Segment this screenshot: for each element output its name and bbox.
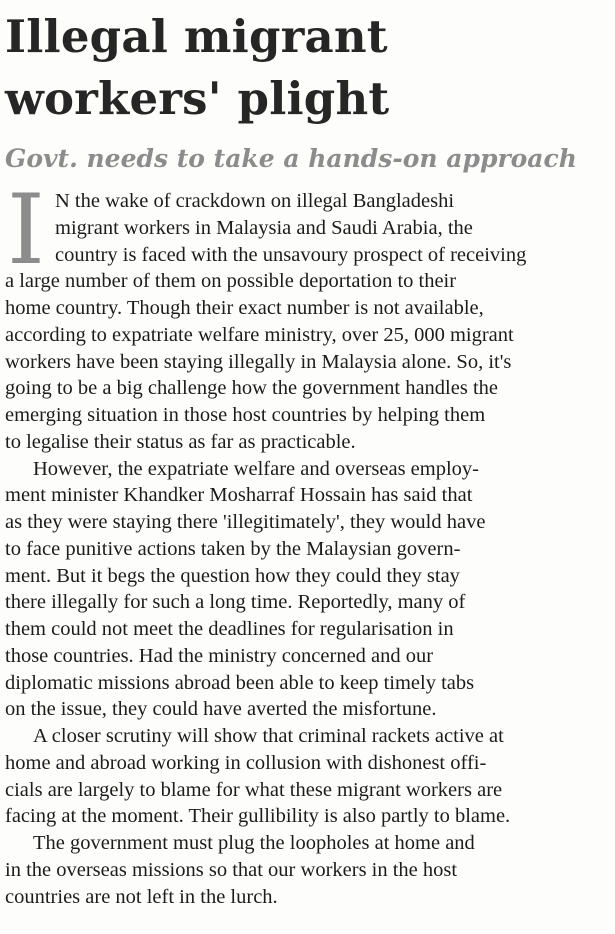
body-line: to face punitive actions taken by the Malaysian govern- [5, 537, 461, 560]
subheadline: Govt. needs to take a hands-on approach [5, 144, 577, 173]
body-line: The government must plug the loopholes at home and [33, 832, 475, 854]
body-line: migrant workers in Malaysia and Saudi Arabia, the [55, 216, 473, 239]
body-line: as they were staying there 'illegitimately', they would have [5, 511, 486, 533]
headline [5, 6, 605, 130]
body-line: A closer scrutiny will show that criminal rackets active at [33, 725, 504, 747]
body-line: countries are not left in the lurch. [5, 885, 278, 908]
body-line: N the wake of crackdown on illegal Bangladeshi [55, 190, 455, 212]
body-line: those countries. Had the ministry concerned and our [5, 644, 434, 667]
body-line: ment minister Khandker Mosharraf Hossain has said that [5, 484, 473, 507]
article-body [5, 174, 603, 910]
headline-line-2: workers' plight [5, 72, 390, 125]
body-line: ment. But it begs the question how they could they stay [5, 564, 460, 587]
body-line: diplomatic missions abroad been able to keep timely tabs [5, 671, 475, 694]
body-line: in the overseas missions so that our workers in the host [5, 858, 458, 881]
body-line: on the issue, they could have averted the misfortune. [5, 698, 437, 721]
body-line: cials are largely to blame for what these migrant workers are [5, 778, 503, 801]
body-line: home country. Though their exact number is not available, [5, 297, 484, 319]
body-line: there illegally for such a long time. Reportedly, many of [5, 591, 466, 614]
body-line: a large number of them on possible deportation to their [5, 270, 457, 293]
headline-line-1: Illegal migrant [5, 10, 388, 63]
body-line: workers have been staying illegally in Malaysia alone. So, it's [5, 350, 512, 373]
body-line: to legalise their status as far as practicable. [5, 430, 356, 453]
body-line: according to expatriate welfare ministry, over 25, 000 migrant [5, 323, 514, 346]
body-line: going to be a big challenge how the government handles the [5, 377, 499, 400]
body-line: facing at the moment. Their gullibility is also partly to blame. [5, 805, 511, 828]
drop-cap: I [7, 174, 45, 286]
body-line: country is faced with the unsavoury prospect of receiving [55, 243, 527, 266]
body-line: home and abroad working in collusion with dishonest offi- [5, 751, 487, 774]
body-line: However, the expatriate welfare and overseas employ- [33, 457, 479, 480]
body-line: them could not meet the deadlines for regularisation in [5, 618, 454, 640]
body-line: emerging situation in those host countries by helping them [5, 404, 486, 426]
